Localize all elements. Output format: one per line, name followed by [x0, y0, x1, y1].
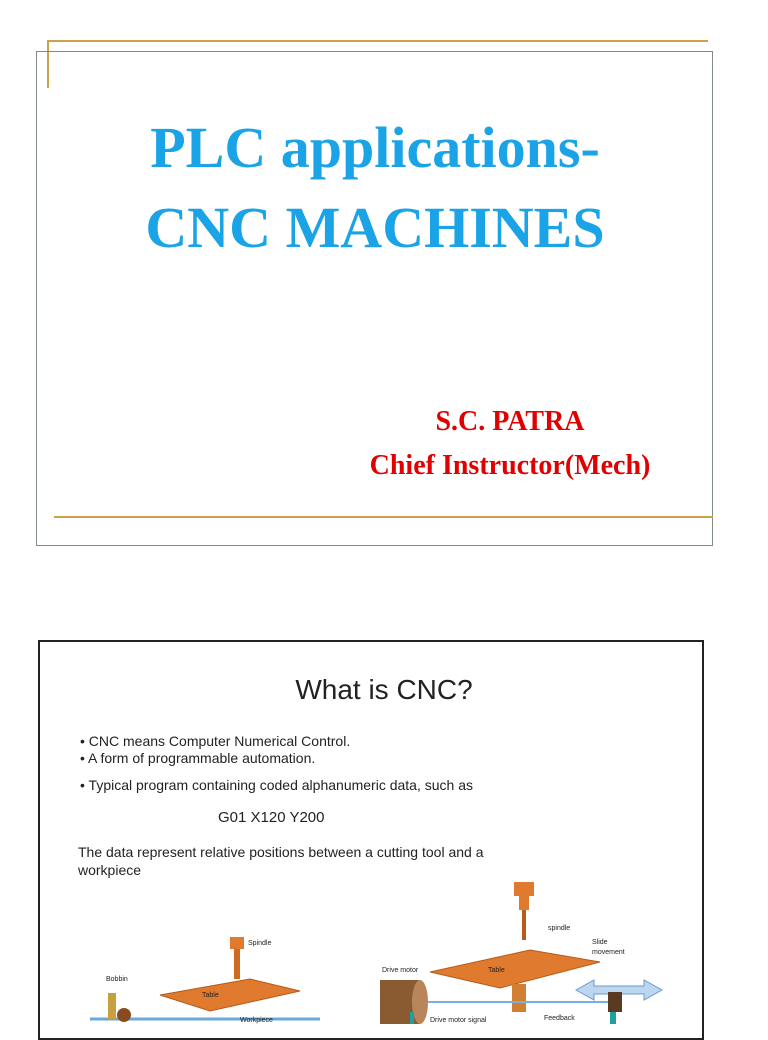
gcode-example: G01 X120 Y200: [218, 809, 325, 826]
slide-title-line-1: PLC applications-: [150, 115, 600, 180]
author-name: S.C. PATRA: [435, 406, 585, 437]
label-bobbin: Bobbin: [106, 976, 128, 983]
table-icon: [160, 979, 300, 1011]
label-table: Table: [202, 992, 219, 999]
spindle-shaft-icon: [522, 910, 526, 940]
cnc-diagram-right: [380, 880, 680, 1024]
decorative-top-line: [47, 40, 708, 42]
label-workpiece: Workpiece: [240, 1017, 273, 1024]
bobbin-icon: [108, 993, 116, 1019]
slide2-title: What is CNC?: [295, 674, 473, 705]
bullet-1: • CNC means Computer Numerical Control.: [80, 733, 351, 749]
gear-icon: [117, 1008, 131, 1022]
decorative-bottom-line: [54, 516, 713, 518]
spindle-shaft-icon: [234, 949, 240, 979]
author-role: Chief Instructor(Mech): [369, 450, 651, 481]
cnc-diagram-left: [90, 925, 350, 1024]
table-icon: [430, 950, 600, 988]
bullet-2: • A form of programmable automation.: [80, 750, 316, 766]
label-drive-signal: Drive motor signal: [430, 1017, 487, 1024]
label-slide: Slide: [592, 939, 608, 946]
description-line-1: The data represent relative positions between a cutting tool and a: [78, 844, 484, 860]
label-drive-motor: Drive motor: [382, 967, 419, 974]
label-spindle: Spindle: [248, 940, 272, 947]
label-feedback: Feedback: [544, 1015, 575, 1022]
label-movement: movement: [592, 949, 625, 956]
label-table: Table: [488, 967, 505, 974]
feedback-device-icon: [608, 992, 622, 1012]
description-line-2: workpiece: [78, 862, 142, 878]
spindle-head-icon: [230, 937, 244, 949]
spindle-head-icon: [514, 882, 534, 896]
label-spindle: spindle: [548, 925, 571, 932]
slide-title-line-2: CNC MACHINES: [145, 195, 605, 260]
bullet-3: • Typical program containing coded alphanumeric data, such as: [80, 777, 473, 793]
